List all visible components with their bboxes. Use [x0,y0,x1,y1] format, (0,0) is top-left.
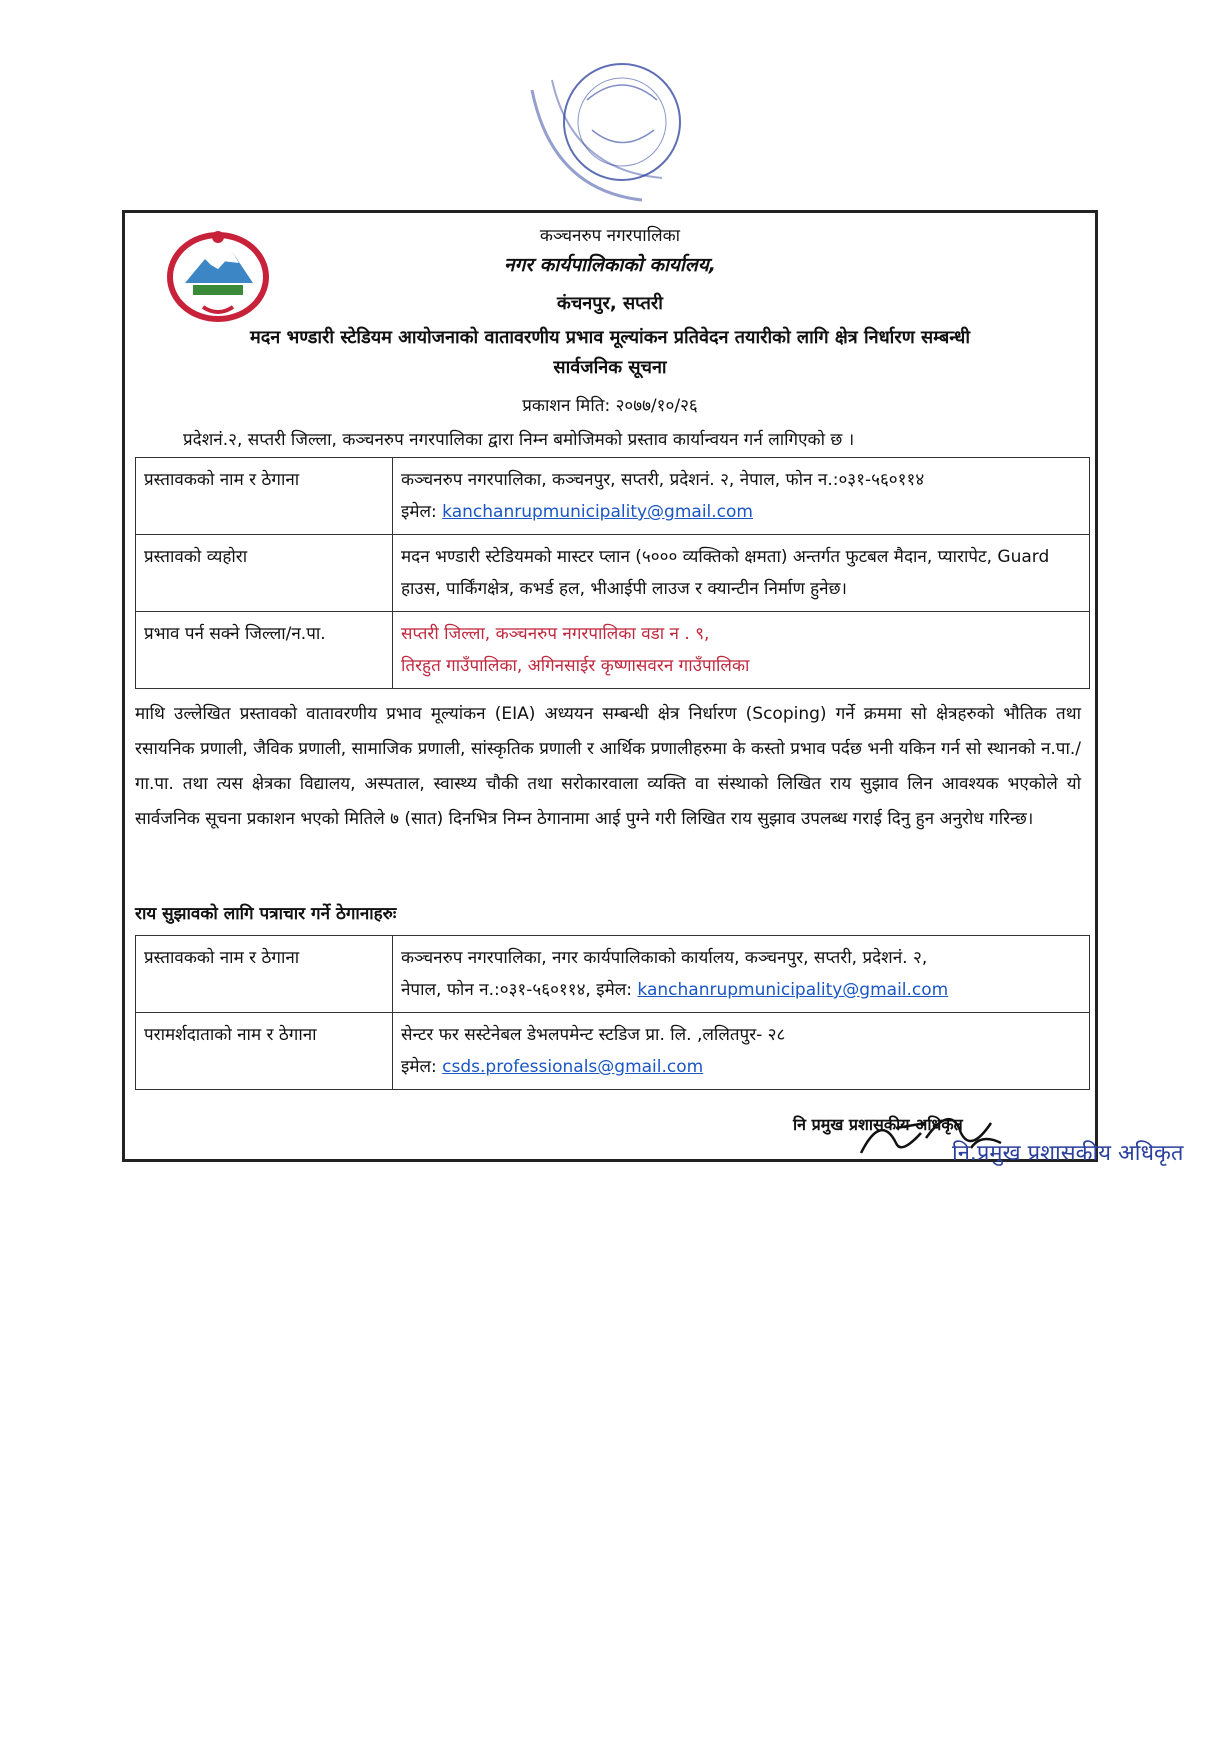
consultant-email-link[interactable]: csds.professionals@gmail.com [442,1057,704,1077]
proponent-label: प्रस्तावकको नाम र ठेगाना [136,458,393,535]
consultant-address: सेन्टर फर सस्टेनेबल डेभलपमेन्ट स्टडिज प्रा. लि. ,ललितपुर- २८ [401,1025,786,1045]
consultant-label: परामर्शदाताको नाम र ठेगाना [136,1013,393,1090]
correspondence-heading: राय सुझावको लागि पत्राचार गर्ने ठेगानाहरुः [135,904,397,924]
consultant-value [393,1013,1090,1090]
table-row [136,936,1090,1013]
table-row [136,458,1090,535]
affected-area-line-2: तिरहुत गाउँपालिका, अगिनसाईर कृष्णासवरन गाउँपालिका [401,656,750,676]
intro-text: प्रदेशनं.२, सप्तरी जिल्ला, कञ्चनरुप नगरपालिका द्वारा निम्न बमोजिमको प्रस्ताव कार्यान्वयन गर्न लागिएको छ । [183,430,855,450]
office-name: नगर कार्यपालिकाको कार्यालय, [504,254,716,276]
proposal-table [135,457,1090,689]
proposal-description-label: प्रस्तावको व्यहोरा [136,535,393,612]
email-label: इमेल: [401,502,443,522]
publish-date: प्रकाशन मिति: २०७७/१०/२६ [522,396,698,416]
table-row [136,1013,1090,1090]
body-paragraph: माथि उल्लेखित प्रस्तावको वातावरणीय प्रभाव मूल्यांकन (EIA) अध्ययन सम्बन्धी क्षेत्र निर्धारण (Scoping) गर्ने क्रममा सो क्षेत्रहरुको भौतिक तथा रसायनिक प्रणाली, जैविक प्रणाली, सामाजिक प्रणाली, सांस्कृतिक प्रणाली र आर्थिक प्रणालीहरुमा के कस्तो प्रभाव पर्दछ भनी यकिन गर्न सो स्थानको न.पा./गा.पा. तथा त्यस क्षेत्रका विद्यालय, अस्पताल, स्वास्थ्य चौकी तथा सरोकारवाला व्यक्ति वा संस्थाको लिखित राय सुझाव लिन आवश्यक भएकोले यो सार्वजनिक सूचना प्रकाशन भएको मितिले ७ (सात) दिनभित्र निम्न ठेगानामा आई पुग्ने गरी लिखित राय सुझाव उपलब्ध गराई दिनु हुन अनुरोध गरिन्छ। [135,704,1081,829]
proponent-address: कञ्चनरुप नगरपालिका, कञ्चनपुर, सप्तरी, प्रदेशनं. २, नेपाल, फोन न.:०३१-५६०११४ [401,470,925,490]
notice-frame [122,210,1098,1162]
proponent-label: प्रस्तावकको नाम र ठेगाना [136,936,393,1013]
proponent-email-link[interactable]: kanchanrupmunicipality@gmail.com [442,502,753,522]
proponent-contact-line [401,974,1081,1006]
office-location: कंचनपुर, सप्तरी [557,293,663,314]
proponent-phone: नेपाल, फोन न.:०३१-५६०११४, इमेल: [401,980,638,1000]
affected-area-line-1: सप्तरी जिल्ला, कञ्चनरुप नगरपालिका वडा न . ९, [401,624,710,644]
table-row [136,612,1090,689]
signatory-title: नि प्रमुख प्रशासकीय अधिकृत [793,1115,963,1134]
affected-area-label: प्रभाव पर्न सक्ने जिल्ला/न.पा. [136,612,393,689]
signatory-stamp [952,1130,1192,1170]
notice-subtitle: सार्वजनिक सूचना [553,357,667,378]
proponent-email-line [401,496,1081,528]
consultant-email-line [401,1051,1081,1083]
notice-title: मदन भण्डारी स्टेडियम आयोजनाको वातावरणीय प्रभाव मूल्यांकन प्रतिवेदन तयारीको लागि क्षेत्र निर्धारण सम्बन्धी [249,327,970,348]
proponent-address: कञ्चनरुप नगरपालिका, नगर कार्यपालिकाको कार्यालय, कञ्चनपुर, सप्तरी, प्रदेशनं. २, [401,948,928,968]
correspondence-table [135,935,1090,1090]
table-row [136,535,1090,612]
email-label: इमेल: [401,1057,443,1077]
proponent-value [393,936,1090,1013]
office-seal-stamp [512,60,722,210]
proponent-email-link[interactable]: kanchanrupmunicipality@gmail.com [637,980,949,1000]
proponent-value [393,458,1090,535]
municipality-name: कञ्चनरुप नगरपालिका [539,226,681,246]
affected-area-value [393,612,1090,689]
stamp-text: नि.प्रमुख प्रशासकीय अधिकृत [952,1141,1184,1166]
proposal-description-value: मदन भण्डारी स्टेडियमको मास्टर प्लान (५००० व्यक्तिको क्षमता) अन्तर्गत फुटबल मैदान, प्यारापेट, Guard हाउस, पार्किंगक्षेत्र, कभर्ड हल, भीआईपी लाउज र क्यान्टीन निर्माण हुनेछ। [393,535,1090,612]
